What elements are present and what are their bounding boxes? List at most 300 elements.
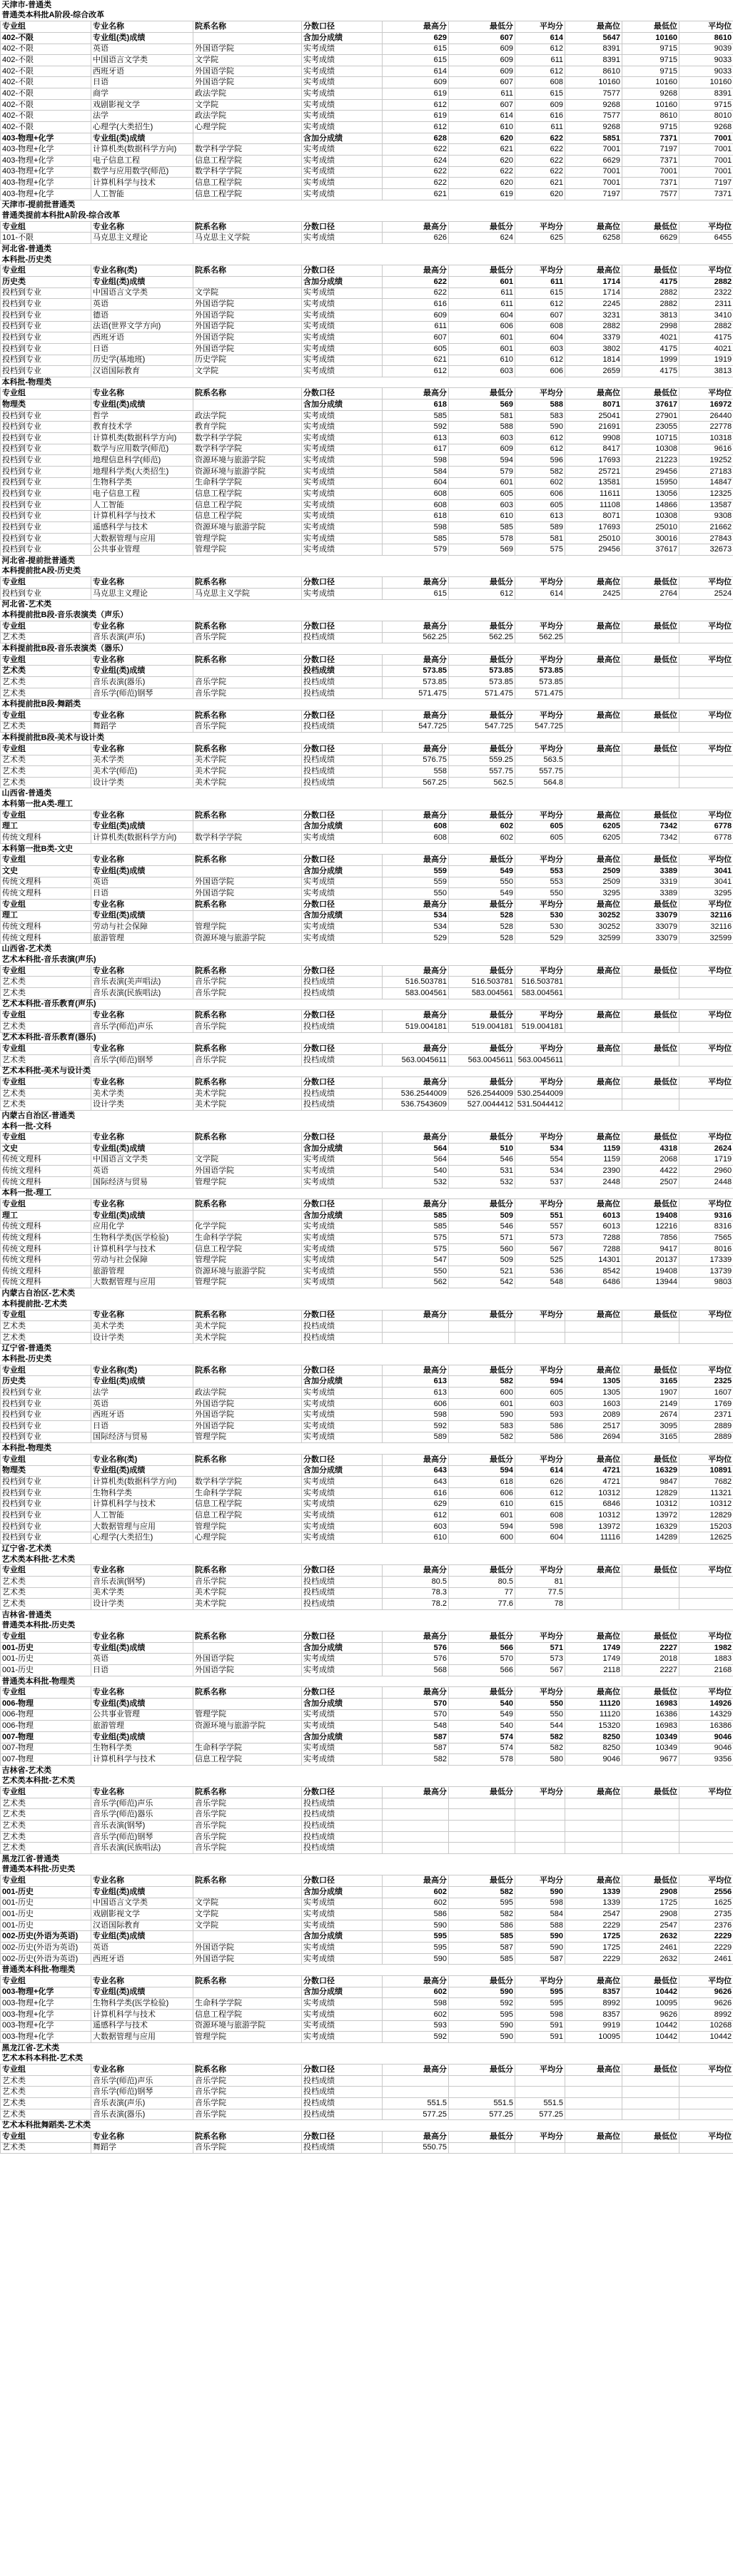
table-cell: 613 [383, 1388, 449, 1399]
table-cell: 实考成绩 [302, 55, 383, 66]
table-row [1, 544, 733, 556]
table-cell: 艺术类 [1, 1332, 91, 1343]
table-cell: 投档成绩 [302, 666, 383, 677]
table-cell: 563.0045611 [383, 1054, 449, 1066]
table-cell: 投档成绩 [302, 1798, 383, 1809]
table-cell: 2882 [622, 299, 679, 310]
table-cell: 外国语学院 [193, 888, 302, 900]
section-title-text: 山西省-普通类 [1, 789, 52, 798]
table-cell: 含加分成绩 [302, 32, 383, 44]
column-header: 最低位 [622, 388, 679, 399]
table-cell [679, 2098, 733, 2109]
table-cell: 590 [515, 422, 565, 433]
table-cell: 实考成绩 [302, 1998, 383, 2010]
column-header: 分数口径 [302, 2132, 383, 2143]
table-cell: 7197 [679, 178, 733, 189]
table-cell [193, 666, 302, 677]
table-cell: 艺术类 [1, 721, 91, 733]
table-cell: 投档成绩 [302, 1809, 383, 1821]
table-cell: 14847 [679, 477, 733, 489]
column-header: 专业名称 [91, 899, 193, 910]
table-cell: 1339 [565, 1898, 622, 1909]
table-cell [449, 1821, 515, 1832]
table-header-row [1, 621, 733, 632]
table-cell: 9847 [622, 1477, 679, 1488]
column-header: 专业组 [1, 21, 91, 33]
table-cell: 628 [383, 133, 449, 144]
table-cell: 历史类 [1, 277, 91, 288]
section-title-text: 黑龙江省-普通类 [1, 1854, 60, 1863]
column-header: 最高位 [565, 388, 622, 399]
table-cell: 583.004561 [383, 988, 449, 999]
table-cell: 4318 [622, 1143, 679, 1154]
table-cell: 606 [515, 489, 565, 500]
table-cell: 25010 [565, 533, 622, 544]
table-cell: 音乐表演(声乐) [91, 2098, 193, 2109]
table-cell: 003-物理+化学 [1, 2020, 91, 2032]
table-cell: 585 [383, 1210, 449, 1221]
column-header: 最高分 [383, 1010, 449, 1022]
table-cell: 实考成绩 [302, 1943, 383, 1954]
table-row [1, 310, 733, 321]
table-header-row [1, 1976, 733, 1987]
table-cell: 生命科学学院 [193, 477, 302, 489]
table-cell: 3095 [622, 1421, 679, 1432]
table-cell: 608 [515, 1510, 565, 1522]
table-cell: 2659 [565, 366, 622, 377]
table-cell: 管理学院 [193, 544, 302, 556]
table-cell: 619 [449, 188, 515, 200]
table-cell: 管理学院 [193, 1255, 302, 1266]
table-cell: 实考成绩 [302, 343, 383, 355]
table-cell: 音乐学院 [193, 1798, 302, 1809]
table-cell: 16386 [622, 1709, 679, 1721]
table-cell: 588 [515, 1920, 565, 1931]
table-cell: 投档到专业 [1, 1532, 91, 1544]
table-cell [565, 1021, 622, 1032]
table-cell: 8250 [565, 1743, 622, 1754]
table-cell: 投档成绩 [302, 1088, 383, 1099]
table-cell: 612 [515, 66, 565, 77]
table-cell: 2461 [622, 1943, 679, 1954]
column-header: 专业名称(类) [91, 1365, 193, 1376]
table-cell: 10349 [622, 1743, 679, 1754]
table-cell: 9715 [622, 44, 679, 55]
table-cell: 信息工程学院 [193, 489, 302, 500]
table-cell: 美术学类 [91, 755, 193, 766]
table-cell [565, 777, 622, 788]
table-cell: 587 [383, 1731, 449, 1743]
table-cell: 人工智能 [91, 188, 193, 200]
column-header: 院系名称 [193, 743, 302, 755]
column-header: 最高位 [565, 577, 622, 589]
table-cell: 2632 [622, 1931, 679, 1943]
column-header: 平均分 [515, 21, 565, 33]
table-cell: 590 [449, 1410, 515, 1421]
column-header: 专业名称 [91, 21, 193, 33]
table-cell: 577.25 [515, 2109, 565, 2120]
table-cell: 实考成绩 [302, 66, 383, 77]
table-cell: 西班牙语 [91, 332, 193, 344]
table-cell: 77.6 [449, 1599, 515, 1610]
table-cell [565, 1821, 622, 1832]
column-header: 平均分 [515, 388, 565, 399]
column-header: 最高分 [383, 21, 449, 33]
section-title-text: 艺术本科本科批-艺术类 [1, 2054, 84, 2063]
table-cell [565, 2109, 622, 2120]
table-cell: 2371 [679, 1410, 733, 1421]
column-header: 专业名称 [91, 1976, 193, 1987]
table-cell: 610 [449, 1499, 515, 1510]
table-cell: 16329 [622, 1465, 679, 1477]
table-cell: 532 [449, 1176, 515, 1188]
table-cell: 设计学类 [91, 777, 193, 788]
table-cell: 571.475 [383, 688, 449, 699]
table-cell: 619 [383, 111, 449, 122]
table-cell [679, 1088, 733, 1099]
table-cell: 1982 [679, 1642, 733, 1654]
table-cell: 616 [383, 1487, 449, 1499]
table-cell: 7371 [622, 133, 679, 144]
table-cell: 579 [383, 544, 449, 556]
table-row [1, 1210, 733, 1221]
table-row [1, 178, 733, 189]
table-cell: 598 [383, 522, 449, 534]
column-header: 平均位 [679, 743, 733, 755]
table-cell: 13587 [679, 499, 733, 511]
section-title-text: 吉林省-艺术类 [1, 1766, 52, 1775]
column-header: 院系名称 [193, 1787, 302, 1798]
table-cell: 数学与应用数学(师范) [91, 166, 193, 178]
column-header: 专业名称 [91, 1310, 193, 1321]
column-header: 院系名称 [193, 221, 302, 233]
table-cell: 613 [383, 432, 449, 444]
table-cell: 529 [515, 932, 565, 944]
table-cell: 25721 [565, 466, 622, 477]
table-cell: 2547 [622, 1920, 679, 1931]
table-cell: 15320 [565, 1721, 622, 1732]
table-cell: 实考成绩 [302, 310, 383, 321]
table-cell: 投档成绩 [302, 1321, 383, 1333]
section-title-text: 普通类本科批-物理类 [1, 1965, 76, 1975]
table-cell: 548 [515, 1277, 565, 1288]
table-cell: 3389 [622, 888, 679, 900]
table-cell: 608 [383, 499, 449, 511]
table-cell: 美术学院 [193, 766, 302, 778]
table-cell: 5647 [565, 32, 622, 44]
column-header: 平均分 [515, 965, 565, 977]
table-cell: 610 [449, 511, 515, 522]
table-cell: 艺术类 [1, 2075, 91, 2087]
table-cell: 设计学类 [91, 1599, 193, 1610]
column-header: 平均分 [515, 810, 565, 821]
table-cell: 音乐学院 [193, 2075, 302, 2087]
table-cell: 投档到专业 [1, 332, 91, 344]
column-header: 最低分 [449, 1976, 515, 1987]
table-header-row [1, 1310, 733, 1321]
table-cell: 593 [383, 2020, 449, 2032]
table-cell: 投档成绩 [302, 2087, 383, 2098]
table-cell: 实考成绩 [302, 1909, 383, 1920]
column-header: 最高分 [383, 1687, 449, 1699]
table-cell: 专业组(类)成绩 [91, 1731, 193, 1743]
table-cell: 3802 [565, 343, 622, 355]
column-header: 平均位 [679, 899, 733, 910]
section-title [1, 0, 733, 11]
table-cell: 实考成绩 [302, 588, 383, 599]
table-cell: 562.5 [449, 777, 515, 788]
column-header: 专业名称 [91, 221, 193, 233]
table-cell: 9356 [679, 1754, 733, 1766]
table-cell: 13972 [622, 1510, 679, 1522]
section-title-text: 黑龙江省-艺术类 [1, 2043, 60, 2052]
table-cell: 实考成绩 [302, 1709, 383, 1721]
table-cell: 601 [449, 343, 515, 355]
table-cell [515, 2075, 565, 2087]
table-cell: 7342 [622, 833, 679, 844]
column-header: 最低位 [622, 265, 679, 277]
table-cell: 19252 [679, 455, 733, 467]
table-cell: 521 [449, 1266, 515, 1278]
section-title [1, 1343, 733, 1354]
table-cell: 29456 [565, 544, 622, 556]
column-header: 专业名称(类) [91, 1454, 193, 1465]
table-cell: 615 [383, 55, 449, 66]
table-cell: 594 [449, 455, 515, 467]
table-cell [565, 2142, 622, 2154]
table-cell: 实考成绩 [302, 1398, 383, 1410]
column-header: 最高位 [565, 1631, 622, 1643]
table-cell: 605 [515, 499, 565, 511]
table-cell [565, 1599, 622, 1610]
table-cell: 投档到专业 [1, 466, 91, 477]
table-row [1, 2020, 733, 2032]
table-cell: 33079 [622, 910, 679, 922]
table-cell: 实考成绩 [302, 1266, 383, 1278]
table-row [1, 166, 733, 178]
column-header: 院系名称 [193, 1365, 302, 1376]
table-cell: 文学院 [193, 287, 302, 299]
table-cell: 007-物理 [1, 1743, 91, 1754]
table-cell [565, 1809, 622, 1821]
table-cell: 实考成绩 [302, 1277, 383, 1288]
table-cell: 投档到专业 [1, 432, 91, 444]
table-cell: 1607 [679, 1388, 733, 1399]
table-cell: 509 [449, 1210, 515, 1221]
table-cell: 80.5 [449, 1576, 515, 1587]
column-header: 平均分 [515, 1044, 565, 1055]
table-cell: 32116 [679, 922, 733, 933]
table-cell [565, 766, 622, 778]
table-cell [679, 666, 733, 677]
table-cell: 文学院 [193, 366, 302, 377]
column-header: 平均分 [515, 2065, 565, 2076]
table-cell: 519.004181 [449, 1021, 515, 1032]
table-cell [565, 2087, 622, 2098]
column-header: 院系名称 [193, 388, 302, 399]
table-cell: 605 [515, 821, 565, 833]
table-cell: 582 [449, 1909, 515, 1920]
table-cell: 劳动与社会保障 [91, 922, 193, 933]
table-cell: 2245 [565, 299, 622, 310]
table-cell: 11120 [565, 1699, 622, 1710]
table-row [1, 32, 733, 44]
table-cell: 9316 [679, 1210, 733, 1221]
table-cell: 32599 [565, 932, 622, 944]
table-cell: 579 [449, 466, 515, 477]
table-cell: 舞蹈学 [91, 2142, 193, 2154]
table-row [1, 511, 733, 522]
table-cell: 信息工程学院 [193, 155, 302, 166]
table-cell: 1339 [565, 1886, 622, 1898]
column-header: 最高分 [383, 577, 449, 589]
table-cell: 美术学院 [193, 1587, 302, 1599]
section-title [1, 1443, 733, 1455]
table-cell: 实考成绩 [302, 99, 383, 111]
table-cell: 8357 [565, 1987, 622, 1998]
column-header: 最高分 [383, 711, 449, 722]
table-header-row [1, 577, 733, 589]
table-row [1, 444, 733, 455]
table-header-row [1, 654, 733, 666]
column-header: 专业组 [1, 1077, 91, 1089]
table-cell: 607 [449, 32, 515, 44]
section-title-text: 本科第一批B类-文史 [1, 844, 74, 853]
table-row [1, 522, 733, 534]
table-cell: 实考成绩 [302, 1221, 383, 1233]
table-cell: 22778 [679, 422, 733, 433]
table-cell: 2311 [679, 299, 733, 310]
table-cell: 实考成绩 [302, 111, 383, 122]
table-cell: 生物科学类(医学检验) [91, 1998, 193, 2010]
table-header-row [1, 1687, 733, 1699]
table-cell: 612 [449, 588, 515, 599]
section-title [1, 699, 733, 711]
table-cell [622, 2109, 679, 2120]
table-cell: 音乐学院 [193, 988, 302, 999]
table-row [1, 1277, 733, 1288]
section-title-text: 河北省-普通类 [1, 244, 52, 253]
column-header: 分数口径 [302, 1132, 383, 1144]
column-header: 最低位 [622, 1976, 679, 1987]
table-cell: 遥感科学与技术 [91, 2020, 193, 2032]
table-cell [515, 1843, 565, 1854]
table-cell: 529 [383, 932, 449, 944]
table-cell: 艺术类 [1, 677, 91, 688]
column-header: 最高位 [565, 1787, 622, 1798]
table-cell: 622 [383, 277, 449, 288]
column-header: 分数口径 [302, 743, 383, 755]
table-cell [565, 2075, 622, 2087]
table-cell: 理工 [1, 1210, 91, 1221]
table-cell: 2325 [679, 1376, 733, 1388]
section-title-text: 本科一批-理工 [1, 1188, 52, 1198]
table-cell: 002-历史(外语为英语) [1, 1953, 91, 1965]
table-cell: 622 [383, 144, 449, 156]
table-cell: 7001 [565, 144, 622, 156]
table-cell: 3165 [622, 1432, 679, 1443]
table-cell: 558 [383, 766, 449, 778]
table-cell: 艺术类 [1, 1599, 91, 1610]
table-cell: 10442 [622, 2020, 679, 2032]
table-row [1, 287, 733, 299]
section-title [1, 210, 733, 221]
table-cell: 13944 [622, 1277, 679, 1288]
table-cell: 传统文理科 [1, 1255, 91, 1266]
section-title-text: 普通类本科批A阶段-综合改革 [1, 11, 105, 20]
table-cell: 595 [449, 2009, 515, 2020]
column-header: 最低位 [622, 743, 679, 755]
table-cell: 10308 [622, 444, 679, 455]
column-header: 专业组 [1, 711, 91, 722]
table-cell: 519.004181 [383, 1021, 449, 1032]
table-cell [622, 2075, 679, 2087]
section-title-text: 本科批-物理类 [1, 1444, 52, 1453]
column-header: 平均位 [679, 621, 733, 632]
table-cell: 10268 [679, 2020, 733, 2032]
table-cell: 实考成绩 [302, 489, 383, 500]
table-cell: 专业组(类)成绩 [91, 1699, 193, 1710]
table-cell: 外国语学院 [193, 1410, 302, 1421]
table-cell: 402-不限 [1, 122, 91, 133]
column-header: 院系名称 [193, 1687, 302, 1699]
table-cell: 实考成绩 [302, 466, 383, 477]
column-header: 分数口径 [302, 221, 383, 233]
table-cell: 2229 [679, 1931, 733, 1943]
column-header: 最低位 [622, 621, 679, 632]
table-cell: 3295 [565, 888, 622, 900]
table-cell: 实考成绩 [302, 2032, 383, 2043]
table-cell: 2376 [679, 1920, 733, 1931]
table-cell: 609 [383, 77, 449, 88]
table-cell: 6778 [679, 833, 733, 844]
table-cell: 548 [383, 1721, 449, 1732]
section-title-text: 普通类提前本科批A阶段-综合改革 [1, 210, 121, 220]
column-header: 专业组 [1, 265, 91, 277]
table-cell: 外国语学院 [193, 1943, 302, 1954]
table-cell: 音乐表演(民族唱法) [91, 988, 193, 999]
table-cell: 602 [515, 477, 565, 489]
table-row [1, 877, 733, 888]
section-title-text: 普通类本科批-历史类 [1, 1865, 76, 1874]
table-cell: 英语 [91, 1398, 193, 1410]
column-header: 专业名称 [91, 711, 193, 722]
table-cell: 9268 [565, 99, 622, 111]
table-cell: 10442 [622, 1987, 679, 1998]
table-cell: 音乐学院 [193, 2098, 302, 2109]
table-cell: 584 [515, 1909, 565, 1920]
table-cell: 590 [449, 2032, 515, 2043]
table-cell: 专业组(类)成绩 [91, 1143, 193, 1154]
column-header: 最低分 [449, 1565, 515, 1577]
table-cell: 9626 [679, 1987, 733, 1998]
table-row [1, 1998, 733, 2010]
table-cell: 608 [383, 833, 449, 844]
table-row [1, 1255, 733, 1266]
table-cell: 资源环境与旅游学院 [193, 466, 302, 477]
table-cell: 化学学院 [193, 1221, 302, 1233]
table-cell: 传统文理科 [1, 1277, 91, 1288]
table-cell: 542 [449, 1277, 515, 1288]
table-cell: 外国语学院 [193, 77, 302, 88]
table-cell: 624 [383, 155, 449, 166]
table-row [1, 432, 733, 444]
table-cell: 艺术类 [1, 1587, 91, 1599]
table-cell: 2960 [679, 1166, 733, 1177]
column-header: 分数口径 [302, 1687, 383, 1699]
table-cell: 602 [449, 821, 515, 833]
table-cell: 10312 [565, 1510, 622, 1522]
